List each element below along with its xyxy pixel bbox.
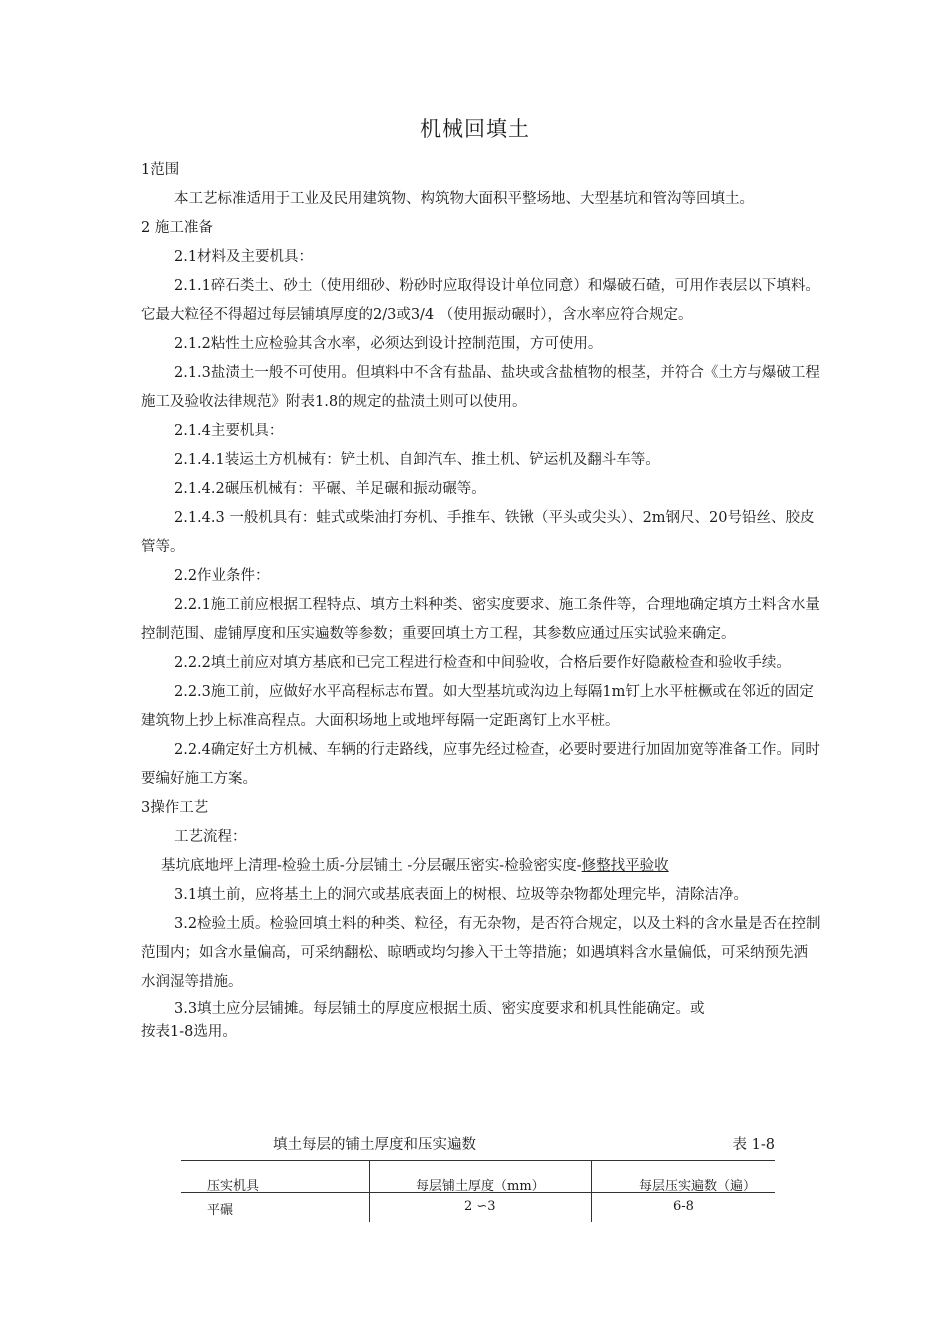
- paragraph: 3.3填土应分层铺摊。每层铺土的厚度应根据土质、密实度要求和机具性能确定。或: [174, 1001, 705, 1017]
- table-header-cell: 每层铺土厚度（mm）: [416, 1179, 545, 1194]
- paragraph: 2.2.4确定好土方机械、车辆的行走路线，应事先经过检查，必要时要进行加固加宽等准备工作。同时要编好施工方案。: [141, 742, 820, 787]
- paragraph: 2.1.4.2碾压机械有：平碾、羊足碾和振动碾等。: [174, 481, 486, 497]
- paragraph: 3.2检验土质。检验回填土料的种类、粒径，有无杂物，是否符合规定，以及土料的含水量是否在控制范围内；如含水量偏高，可采纳翻松、晾晒或均匀掺入干土等措施；如遇填料含水量偏低，可采纳预先洒水润湿等措施。: [141, 916, 821, 990]
- table-header-cell: 压实机具: [207, 1179, 260, 1194]
- table-column-divider: [591, 1160, 592, 1222]
- paragraph: 工艺流程：: [174, 829, 247, 845]
- paragraph: 2.2作业条件：: [174, 568, 270, 584]
- paragraph: 按表1-8选用。: [141, 1024, 237, 1040]
- process-flow-steps: 基坑底地坪上清理-检验土质-分层铺土 -分层碾压密实-检验密实度-: [161, 858, 582, 874]
- paragraph: 2.1.1碎石类土、砂土（使用细砂、粉砂时应取得设计单位同意）和爆破石碴，可用作表层以下填料。它最大粒径不得超过每层铺填厚度的2/3或3/4 （使用振动碾时），含水率应符合规定。: [141, 278, 820, 323]
- paragraph: 2.2.1施工前应根据工程特点、填方土料种类、密实度要求、施工条件等，合理地确定填方土料含水量控制范围、虚铺厚度和压实遍数等参数；重要回填土方工程，其参数应通过压实试验来确定。: [141, 597, 820, 642]
- table-top-rule: [181, 1160, 775, 1161]
- table-cell: 2 ∽3: [464, 1199, 496, 1214]
- paragraph: 2.1.4.3 一般机具有：蛙式或柴油打夯机、手推车、铁锹（平头或尖头）、2m钢尺、20号铅丝、胶皮管等。: [141, 510, 815, 555]
- paragraph: 2.1材料及主要机具：: [174, 249, 314, 265]
- document-body: [141, 156, 821, 1042]
- section-heading: 3操作工艺: [141, 800, 209, 816]
- table-header-cell: 每层压实遍数（遍）: [639, 1179, 757, 1194]
- paragraph: 2.1.4主要机具：: [174, 423, 284, 439]
- document-title: 机械回填土: [420, 117, 530, 141]
- paragraph: 本工艺标准适用于工业及民用建筑物、构筑物大面积平整场地、大型基坑和管沟等回填土。: [174, 191, 754, 207]
- paragraph: 3.1填土前，应将基土上的洞穴或基底表面上的树根、垃圾等杂物都处理完毕，清除洁净。: [174, 887, 749, 903]
- table-caption: 填土每层的铺土厚度和压实遍数: [273, 1137, 476, 1153]
- table-cell: 6-8: [673, 1199, 694, 1214]
- section-heading: 1范围: [141, 162, 180, 178]
- section-heading: 2 施工准备: [141, 220, 213, 236]
- table-column-divider: [369, 1160, 370, 1222]
- table-cell: 平碾: [207, 1203, 234, 1218]
- paragraph: 2.1.2粘性土应检验其含水率，必须达到设计控制范围，方可使用。: [174, 336, 603, 352]
- process-flow-final-step: 修整找平验收: [581, 858, 669, 874]
- process-flow: [141, 852, 821, 881]
- table-number: 表 1-8: [732, 1137, 775, 1153]
- compaction-table: [181, 1160, 775, 1222]
- paragraph: 2.1.4.1装运土方机械有：铲土机、自卸汽车、推土机、铲运机及翻斗车等。: [174, 452, 660, 468]
- paragraph: 2.1.3盐渍土一般不可使用。但填料中不含有盐晶、盐块或含盐植物的根茎，并符合《土方与爆破工程施工及验收法律规范》附表1.8的规定的盐渍土则可以使用。: [141, 365, 820, 410]
- table-caption-row: [181, 1133, 775, 1157]
- paragraph: 2.2.2填土前应对填方基底和已完工程进行检查和中间验收，合格后要作好隐蔽检查和验收手续。: [174, 655, 791, 671]
- paragraph: 2.2.3施工前，应做好水平高程标志布置。如大型基坑或沟边上每隔1m钉上水平桩橛或在邻近的固定建筑物上抄上标准高程点。大面积场地上或地坪每隔一定距离钉上水平桩。: [141, 684, 814, 729]
